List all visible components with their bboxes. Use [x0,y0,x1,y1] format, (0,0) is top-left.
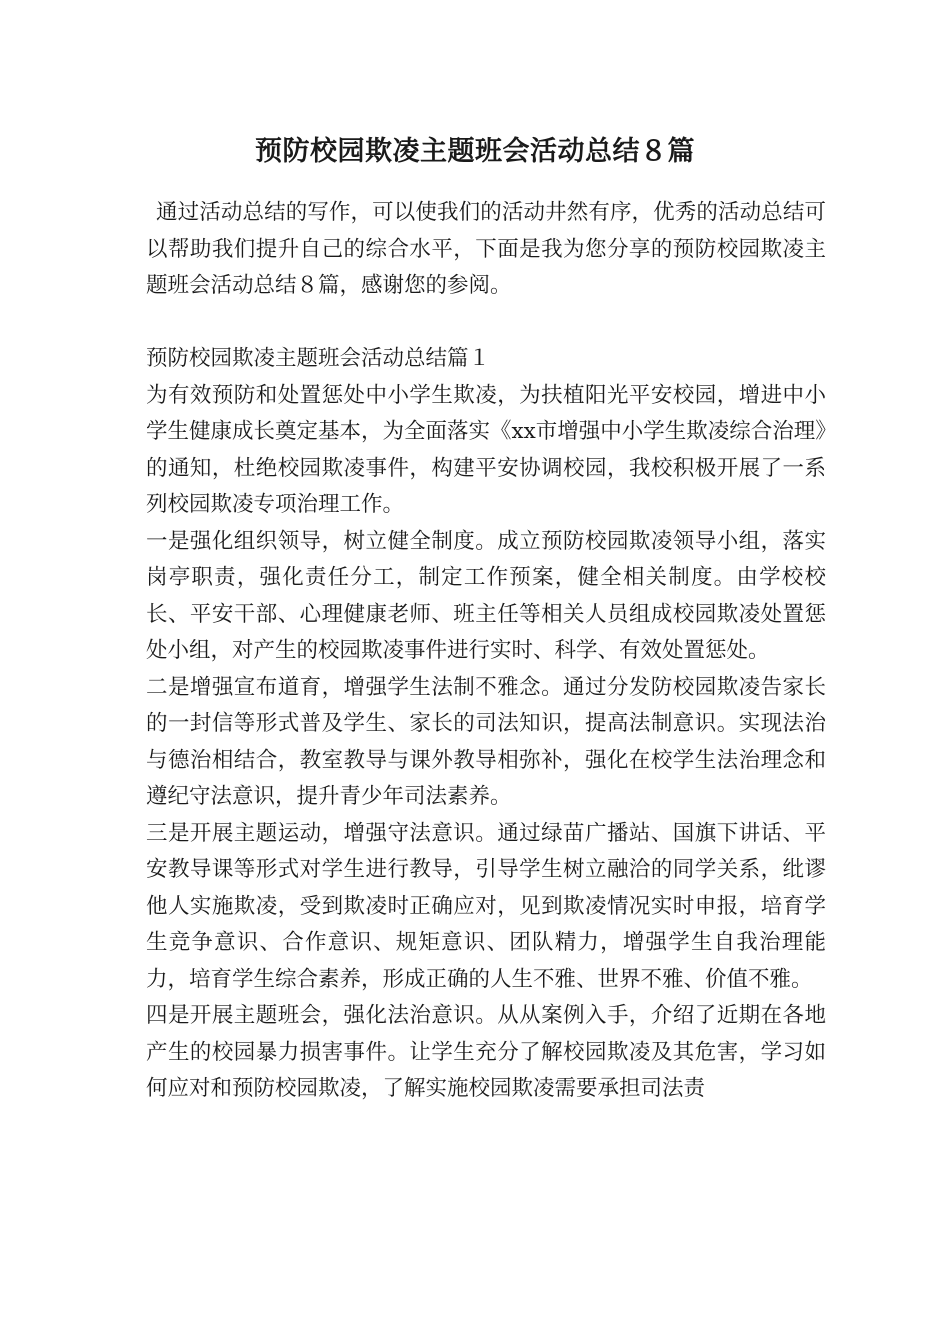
body-paragraph-5: 四是开展主题班会，强化法治意识。从从案例入手，介绍了近期在各地产生的校园暴力损害事件。让学生充分了解校园欺凌及其危害，学习如何应对和预防校园欺凌，了解实施校园欺凌需要承担司法责 [146,1003,826,1101]
document-body [146,195,826,1108]
document-title: 预防校园欺凌主题班会活动总结８篇 [255,136,695,167]
body-paragraph-1: 为有效预防和处置惩处中小学生欺凌，为扶植阳光平安校园，增进中小学生健康成长奠定基本，为全面落实《xx市增强中小学生欺凌综合治理》的通知，杜绝校园欺凌事件，构建平安协调校园，我校积极开展了一系列校园欺凌专项治理工作。 [146,382,827,517]
body-paragraph-4: 三是开展主题运动，增强守法意识。通过绿苗广播站、国旗下讲话、平安教导课等形式对学生进行教导，引导学生树立融洽的同学关系，纰谬他人实施欺凌，受到欺凌时正确应对，见到欺凌情况实时申报，培育学生竞争意识、合作意识、规矩意识、团队精力，增强学生自我治理能力，培育学生综合素养，形成正确的人生不雅、世界不雅、价值不雅。 [146,820,826,992]
body-paragraph-2: 一是强化组织领导，树立健全制度。成立预防校园欺凌领导小组，落实岗亭职责，强化责任分工，制定工作预案，健全相关制度。由学校校长、平安干部、心理健康老师、班主任等相关人员组成校园欺凌处置惩处小组，对产生的校园欺凌事件进行实时、科学、有效处置惩处。 [146,528,826,663]
intro-paragraph: 通过活动总结的写作，可以使我们的活动井然有序，优秀的活动总结可以帮助我们提升自己的综合水平，下面是我为您分享的预防校园欺凌主题班会活动总结８篇，感谢您的参阅。 [146,200,826,298]
body-paragraph-3: 二是增强宣布道育，增强学生法制不雅念。通过分发防校园欺凌告家长的一封信等形式普及学生、家长的司法知识，提高法制意识。实现法治与德治相结合，教室教导与课外教导相弥补，强化在校学生法治理念和遵纪守法意识，提升青少年司法素养。 [146,674,826,809]
section-heading: 预防校园欺凌主题班会活动总结篇１ [146,346,491,371]
